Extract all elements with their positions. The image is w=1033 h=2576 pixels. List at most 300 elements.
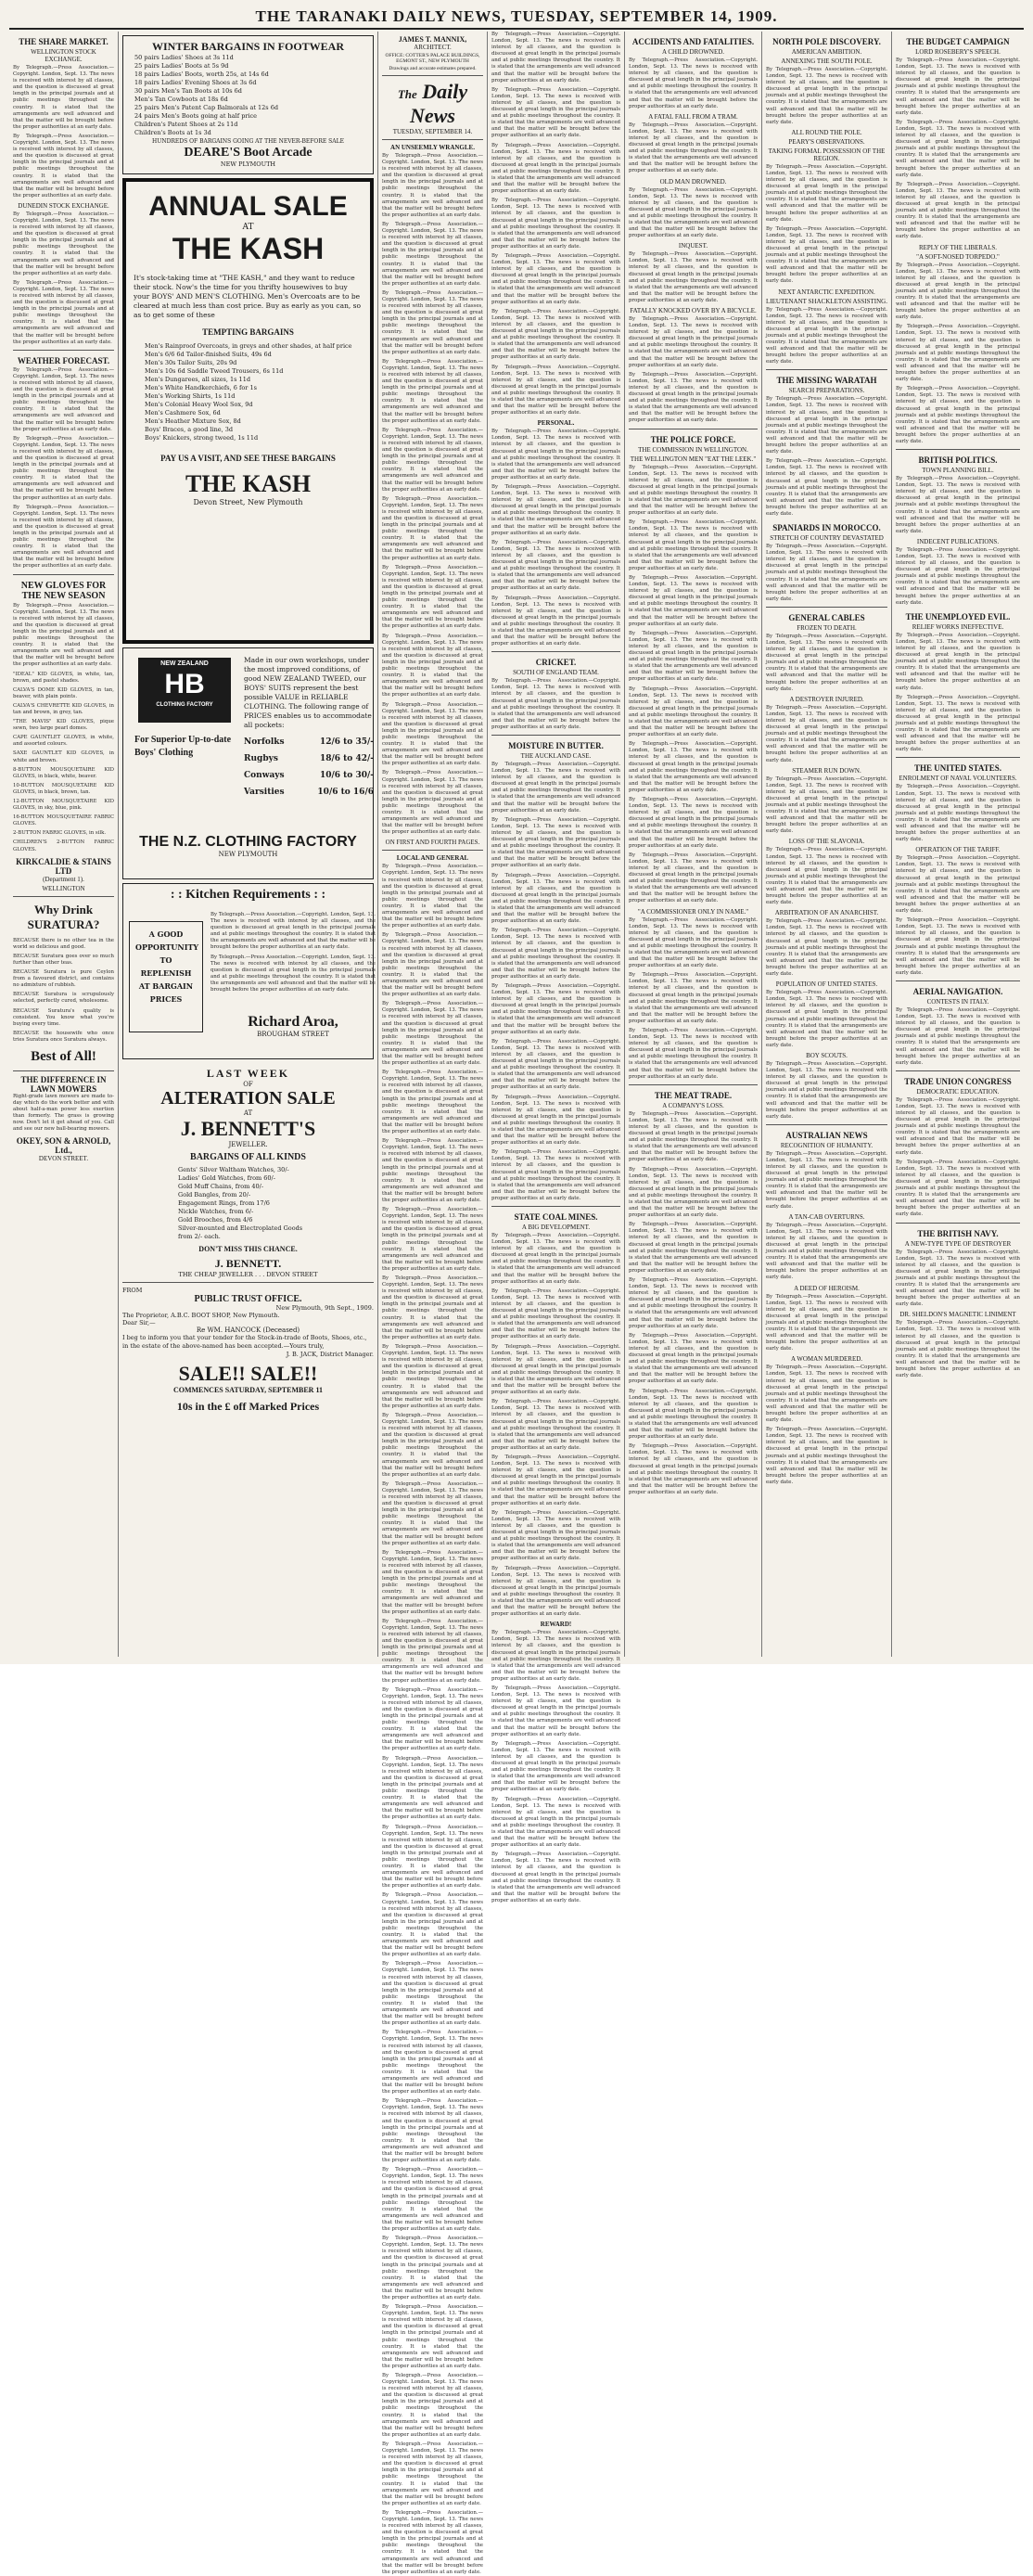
gloves-list (13, 672, 114, 853)
trust-signature: J. B. JACK, District Manager. (286, 1351, 374, 1358)
winter-list (127, 54, 369, 137)
filler-text: By Telegraph.—Press Association.—Copyright. London, Sept. 13. The news is received with interest by all classes, and the question is discussed at great length in the principal journals and at public meetings throughout the country. It is stated that the arrangements are well advanced and that the matter will be brought before the proper authorities at an early date. (896, 1159, 1020, 1218)
filler-text: By Telegraph.—Press Association.—Copyright. London, Sept. 13. The news is received with interest by all classes, and the question is discussed at great length in the principal journals and at public meetings throughout the country. It is stated that the arrangements are well advanced and that the matter will be brought before the proper authorities at an early date. (629, 1443, 758, 1495)
filler-text: By Telegraph.—Press Association.—Copyright. London, Sept. 13. The news is received with interest by all classes, and the question is discussed at great length in the principal journals and at public meetings throughout the country. It is stated that the arrangements are well advanced and that the matter will be brought before the proper authorities at an early date. (491, 1038, 620, 1091)
architect-title: ARCHITECT. (414, 44, 452, 51)
filler-text: By Telegraph.—Press Association.—Copyright. London, Sept. 13. The news is received with interest by all classes, and the question is discussed at great length in the principal journals and at public meetings throughout the country. It is stated that the arrangements are well advanced and that the matter will be brought before the proper authorities at an early date. (629, 686, 758, 738)
bennett-item: Ladies' Gold Watches, from 60/- (178, 1174, 275, 1182)
size-price: 18/6 to 42/- (319, 754, 374, 763)
antarctic-heading: NEXT ANTARCTIC EXPEDITION. (778, 288, 875, 296)
commissioner-heading: "A COMMISSIONER ONLY IN NAME." (637, 907, 749, 916)
bennett-ad (122, 1067, 374, 1278)
filler-text: By Telegraph.—Press Association.—Copyright. London, Sept. 13. The news is received with interest by all classes, and the question is discussed at great length in the principal journals and at public meetings throughout the country. It is stated that the arrangements are well advanced and that the matter will be brought before the proper authorities at an early date. (491, 1740, 620, 1793)
filler-text: By Telegraph.—Press Association.—Copyright. London, Sept. 13. The news is received with interest by all classes, and the question is discussed at great length in the principal journals and at public meetings throughout the country. It is stated that the arrangements are well advanced and that the matter will be brought before the proper authorities at an early date. (629, 519, 758, 571)
filler-text: By Telegraph.—Press Association.—Copyright. London, Sept. 13. The news is received with interest by all classes, and the question is discussed at great length in the principal journals and at public meetings throughout the country. It is stated that the arrangements are well advanced and that the matter will be brought before the proper authorities at an early date. (896, 1249, 1020, 1308)
tram-heading: A FATAL FALL FROM A TRAM. (648, 112, 738, 121)
divider (382, 850, 483, 851)
filler-text: By Telegraph.—Press Association.—Copyright. London, Sept. 13. The news is received with interest by all classes, and the question is discussed at great length in the principal journals and at public meetings throughout the country. It is stated that the arrangements are well advanced and that the matter will be brought before the proper authorities at an early date. (491, 762, 620, 814)
kash-item: Men's 30s Tailor Suits, 20s 9d (145, 359, 237, 366)
filler-text: By Telegraph.—Press Association.—Copyright. London, Sept. 13. The news is received with interest by all classes, and the question is discussed at great length in the principal journals and at public meetings throughout the country. It is stated that the arrangements are well advanced and that the matter will be brought before the proper authorities at an early date. (766, 225, 887, 285)
british-politics-heading: BRITISH POLITICS. (918, 455, 998, 466)
shackleton-heading: LIEUTENANT SHACKLETON ASSISTING. (766, 297, 887, 305)
nz-footer (123, 834, 373, 858)
filler-text: By Telegraph.—Press Association.—Copyright. London, Sept. 13. The news is received with interest by all classes, and the question is discussed at great length in the principal journals and at public meetings throughout the country. It is stated that the arrangements are well advanced and that the matter will be brought before the proper authorities at an early date. (766, 458, 887, 517)
dont-miss: DON'T MISS THIS CHANCE. (198, 1245, 298, 1253)
rosebery-heading: LORD ROSEBERY'S SPEECH. (915, 48, 1001, 56)
daily-news-title (382, 80, 483, 128)
filler-text: By Telegraph.—Press Association.—Copyright. London, Sept. 13. The news is received with interest by all classes, and the question is discussed at great length in the principal journals and at public meetings throughout the country. It is stated that the arrangements are well advanced and that the matter will be brought before the proper authorities at an early date. (491, 1399, 620, 1451)
waratah-heading: THE MISSING WARATAH (776, 376, 877, 386)
glove-item: CAPE GAUNTLET GLOVES, in white, and assorted colours. (13, 735, 114, 748)
filler-text: By Telegraph.—Press Association.—Copyright. London, Sept. 13. The news is received with interest by all classes, and the question is discussed at great length in the principal journals and at public meetings throughout the country. It is stated that the arrangements are well advanced and that the matter will be brought before the proper authorities at an early date. (896, 181, 1020, 240)
old-man-heading: OLD MAN DROWNED. (659, 177, 727, 186)
reward-heading: REWARD! (540, 1621, 572, 1629)
filler-text: By Telegraph.—Press Association.—Copyright. London, Sept. 13. The news is received with interest by all classes, and the question is discussed at great length in the principal journals and at public meetings throughout the country. It is stated that the arrangements are well advanced and that the matter will be brought before the proper authorities at an early date. (382, 1343, 483, 1409)
filler-text: By Telegraph.—Press Association.—Copyright. London, Sept. 13. The news is received with interest by all classes, and the question is discussed at great length in the principal journals and at public meetings throughout the country. It is stated that the arrangements are well advanced and that the matter will be brought before the proper authorities at an early date. (766, 1222, 887, 1281)
anarchist-heading: ARBITRATION OF AN ANARCHIST. (774, 909, 879, 917)
filler-text: By Telegraph.—Press Association.—Copyright. London, Sept. 13. The news is received with interest by all classes, and the question is discussed at great length in the principal journals and at public meetings throughout the country. It is stated that the arrangements are well advanced and that the matter will be brought before the proper authorities at an early date. (629, 1332, 758, 1385)
divider (382, 139, 483, 140)
suratura-reason: BECAUSE Suratura goes over so much further than other teas. (13, 953, 114, 966)
size-row (244, 734, 374, 750)
filler-text: By Telegraph.—Press Association.—Copyright. London, Sept. 13. The news is received with interest by all classes, and the question is discussed at great length in the principal journals and at public meetings throughout the country. It is stated that the arrangements are well advanced and that the matter will be brought before the proper authorities at an early date. (382, 633, 483, 698)
torpedo-heading: "A SOFT-NOSED TORPEDO." (916, 252, 1000, 261)
divider (896, 449, 1020, 450)
stretch-heading: STRETCH OF COUNTRY DEVASTATED (770, 534, 884, 543)
filler-text: By Telegraph.—Press Association.—Copyright. London, Sept. 13. The news is received with interest by all classes, and the question is discussed at great length in the principal journals and at public meetings throughout the country. It is stated that the arrangements are well advanced and that the matter will be brought before the proper authorities at an early date. (491, 1852, 620, 1903)
bargains-all: BARGAINS OF ALL KINDS (190, 1152, 306, 1162)
suratura-list (13, 938, 114, 1044)
trade-union-heading: TRADE UNION CONGRESS (904, 1076, 1012, 1086)
size-price: 10/6 to 16/6 (317, 788, 374, 797)
filler-text: By Telegraph.—Press Association.—Copyright. London, Sept. 13. The news is received with interest by all classes, and the question is discussed at great length in the principal journals and at public meetings throughout the country. It is stated that the arrangements are well advanced and that the matter will be brought before the proper authorities at an early date. (491, 32, 620, 83)
leek-heading: THE WELLINGTON MEN "EAT THE LEEK." (630, 455, 757, 463)
filler-text: By Telegraph.—Press Association.—Copyright. London, Sept. 13. The news is received with interest by all classes, and the question is discussed at great length in the principal journals and at public meetings throughout the country. It is stated that the arrangements are well advanced and that the matter will be brought before the proper authorities at an early date. (491, 1630, 620, 1682)
filler-text: By Telegraph.—Press Association.—Copyright. London, Sept. 13. The news is received with interest by all classes, and the question is discussed at great length in the principal journals and at public meetings throughout the country. It is stated that the arrangements are well advanced and that the matter will be brought before the proper authorities at an early date. (382, 358, 483, 424)
butter-heading: MOISTURE IN BUTTER. (508, 741, 604, 750)
divider (896, 980, 1020, 981)
filler-text: By Telegraph.—Press Association.—Copyright. London, Sept. 13. The news is received with interest by all classes, and the question is discussed at great length in the principal journals and at public meetings throughout the country. It is stated that the arrangements are well advanced and that the matter will be brought before the proper authorities at an early date. (629, 852, 758, 904)
filler-text: By Telegraph.—Press Association.—Copyright. London, Sept. 13. The news is received with interest by all classes, and the question is discussed at great length in the principal journals and at public meetings throughout the country. It is stated that the arrangements are well advanced and that the matter will be brought before the proper authorities at an early date. (766, 1150, 887, 1210)
glove-item: "THE MAVIS" KID GLOVES, pique sewn, two large pearl domes. (13, 719, 114, 732)
suratura-reason: BECAUSE Suratura is scrupulously selected, perfectly cured, wholesome. (13, 992, 114, 1005)
aroa-name: Richard Aroa, (248, 1014, 338, 1030)
filler-text: By Telegraph.—Press Association.—Copyright. London, Sept. 13. The news is received with interest by all classes, and the question is discussed at great length in the principal journals and at public meetings throughout the country. It is stated that the arrangements are well advanced and that the matter will be brought before the proper authorities at an early date. (896, 476, 1020, 534)
filler-text: By Telegraph.—Press Association.—Copyright. London, Sept. 13. The news is received with interest by all classes, and the question is discussed at great length in the principal journals and at public meetings throughout the country. It is stated that the arrangements are well advanced and that the matter will be brought before the proper authorities at an early date. (491, 1343, 620, 1396)
filler-text: By Telegraph.—Press Association.—Copyright. London, Sept. 13. The news is received with interest by all classes, and the question is discussed at great length in the principal journals and at public meetings throughout the country. It is stated that the arrangements are well advanced and that the matter will be brought before the proper authorities at an early date. (491, 429, 620, 481)
pay-visit: PAY US A VISIT, AND SEE THESE BARGAINS (160, 454, 336, 463)
size-name: Conways (244, 771, 285, 780)
trust-body: I beg to inform you that your tender for the Stock-in-trade of Boots, Shoes, etc., in the estate of the above-named has been accepted.—Yours truly, (122, 1334, 367, 1350)
glove-item: 2-BUTTON FABRIC GLOVES, in silk. (13, 830, 107, 837)
filler-text: By Telegraph.—Press Association.—Copyright. London, Sept. 13. The news is received with interest by all classes, and the question is discussed at great length in the principal journals and at public meetings throughout the country. It is stated that the arrangements are well advanced and that the matter will be brought before the proper authorities at an early date. (766, 1060, 887, 1120)
glove-item: 12-BUTTON MOUSQUETAIRE KID GLOVES, in sky, blue, pink. (13, 799, 114, 812)
filler-text: By Telegraph.—Press Association.—Copyright. London, Sept. 13. The news is received with interest by all classes, and the question is discussed at great length in the principal journals and at public meetings throughout the country. It is stated that the arrangements are well advanced and that the matter will be brought before the proper authorities at an early date. (382, 2098, 483, 2164)
heroism-heading: A DEED OF HEROISM. (794, 1284, 860, 1292)
column-5 (625, 32, 762, 1657)
at-label: AT (242, 223, 254, 232)
filler-text: By Telegraph.—Press Association.—Copyright. London, Sept. 13. The news is received with interest by all classes, and the question is discussed at great length in the principal journals and at public meetings throughout the country. It is stated that the arrangements are well advanced and that the matter will be brought before the proper authorities at an early date. (629, 58, 758, 109)
population-heading: POPULATION OF UNITED STATES. (775, 980, 878, 989)
filler-text: By Telegraph.—Press Association.—Copyright. London, Sept. 13. The news is received with interest by all classes, and the question is discussed at great length in the principal journals and at public meetings throughout the country. It is stated that the arrangements are well advanced and that the matter will be brought before the proper authorities at an early date. (491, 1455, 620, 1506)
filler-text: By Telegraph.—Press Association.—Copyright. London, Sept. 13. The news is received with interest by all classes, and the question is discussed at great length in the principal journals and at public meetings throughout the country. It is stated that the arrangements are well advanced and that the matter will be brought before the proper authorities at an early date. (491, 484, 620, 536)
divider (13, 896, 114, 897)
australian-heading: AUSTRALIAN NEWS (785, 1130, 868, 1140)
butter-subheading: THE AUCKLAND CASE. (520, 752, 592, 760)
wellington-exchange-heading: WELLINGTON STOCK EXCHANGE. (31, 48, 96, 63)
filler-text: By Telegraph.—Press Association.—Copyright. London, Sept. 13. The news is received with interest by all classes, and the question is discussed at great length in the principal journals and at public meetings throughout the country. It is stated that the arrangements are well advanced and that the matter will be brought before the proper authorities at an early date. (382, 1892, 483, 1958)
filler-text: By Telegraph.—Press Association.—Copyright. London, Sept. 13. The news is received with interest by all classes, and the question is discussed at great length in the principal journals and at public meetings throughout the country. It is stated that the arrangements are well advanced and that the matter will be brought before the proper authorities at an early date. (13, 65, 114, 130)
cricket-subheading: SOUTH OF ENGLAND TEAM. (513, 669, 599, 677)
dear-sir: Dear Sir,— (122, 1319, 156, 1326)
bennett-item: from 2/- each. (178, 1233, 221, 1240)
glove-item: CHILDREN'S 2-BUTTON FABRIC GLOVES. (13, 839, 114, 852)
divider (13, 1070, 114, 1071)
kitchen-heading: : : Kitchen Requirements : : (170, 888, 326, 902)
filler-text: By Telegraph.—Press Association.—Copyright. London, Sept. 13. The news is received with interest by all classes, and the question is discussed at great length in the principal journals and at public meetings throughout the country. It is stated that the arrangements are well advanced and that the matter will be brought before the proper authorities at an early date. (766, 1293, 887, 1352)
mowers-heading: THE DIFFERENCE IN LAWN MOWERS (20, 1074, 107, 1094)
company-heading: A COMPANY'S LOSS. (662, 1101, 724, 1109)
nz-logo-letters: HB (164, 669, 205, 699)
formal-heading: TAKING FORMAL POSSESSION OF THE REGION. (768, 147, 886, 162)
filler-text: By Telegraph.—Press Association.—Copyright. London, Sept. 13. The news is received with interest by all classes, and the question is discussed at great length in the principal journals and at public meetings throughout the country. It is stated that the arrangements are well advanced and that the matter will be brought before the proper authorities at an early date. (629, 1028, 758, 1080)
meat-heading: THE MEAT TRADE. (654, 1090, 733, 1100)
filler-text: By Telegraph.—Press Association.—Copyright. London, Sept. 13. The news is received with interest by all classes, and the question is discussed at great length in the principal journals and at public meetings throughout the country. It is stated that the arrangements are well advanced and that the matter will be brought before the proper authorities at an early date. (766, 544, 887, 602)
last-week: LAST WEEK (206, 1067, 290, 1080)
column-7 (892, 32, 1024, 1657)
filler-text: By Telegraph.—Press Association.—Copyright. London, Sept. 13. The news is received with interest by all classes, and the question is discussed at great length in the principal journals and at public meetings throughout the country. It is stated that the arrangements are well advanced and that the matter will be brought before the proper authorities at an early date. (491, 872, 620, 925)
filler-text: By Telegraph.—Press Association.—Copyright. London, Sept. 13. The news is received with interest by all classes, and the question is discussed at great length in the principal journals and at public meetings throughout the country. It is stated that the arrangements are well advanced and that the matter will be brought before the proper authorities at an early date. (629, 916, 758, 969)
column-3 (378, 32, 488, 2575)
nz-logo-wrapper (129, 658, 240, 760)
alteration-sale: ALTERATION SALE (160, 1088, 336, 1109)
kash-place: Devon Street, New Plymouth (193, 498, 303, 506)
frozen-heading: FROZEN TO DEATH. (797, 623, 857, 632)
accidents-heading: ACCIDENTS AND FATALITIES. (631, 37, 755, 46)
filler-text: By Telegraph.—Press Association.—Copyright. London, Sept. 13. The news is received with interest by all classes, and the question is discussed at great length in the principal journals and at public meetings throughout the country. It is stated that the arrangements are well advanced and that the matter will be brought before the proper authorities at an early date. (766, 163, 887, 223)
filler-text: By Telegraph.—Press Association.—Copyright. London, Sept. 13. The news is received with interest by all classes, and the question is discussed at great length in the principal journals and at public meetings throughout the country. It is stated that the arrangements are well advanced and that the matter will be brought before the proper authorities at an early date. (491, 678, 620, 730)
divider (766, 1124, 887, 1125)
kirkcaldie-place: WELLINGTON (42, 884, 85, 892)
filler-text: By Telegraph.—Press Association.—Copyright. London, Sept. 13. The news is received with interest by all classes, and the question is discussed at great length in the principal journals and at public meetings throughout the country. It is stated that the arrangements are well advanced and that the matter will be brought before the proper authorities at an early date. (766, 990, 887, 1048)
reply-heading: REPLY OF THE LIBERALS. (918, 243, 998, 251)
winter-item: 18 pairs Ladies' Evening Shoes at 3s 6d (134, 79, 257, 86)
filler-text: By Telegraph.—Press Association.—Copyright. London, Sept. 13. The news is received with interest by all classes, and the question is discussed at great length in the principal journals and at public meetings throughout the country. It is stated that the arrangements are well advanced and that the matter will be brought before the proper authorities at an early date. (629, 1388, 758, 1441)
filler-text: By Telegraph.—Press Association.—Copyright. London, Sept. 13. The news is received with interest by all classes, and the question is discussed at great length in the principal journals and at public meetings throughout the country. It is stated that the arrangements are well advanced and that the matter will be brought before the proper authorities at an early date. (382, 1549, 483, 1615)
filler-text: By Telegraph.—Press Association.—Copyright. London, Sept. 13. The news is received with interest by all classes, and the question is discussed at great length in the principal journals and at public meetings throughout the country. It is stated that the arrangements are well advanced and that the matter will be brought before the proper authorities at an early date. (491, 142, 620, 195)
slavonia-heading: LOSS OF THE SLAVONIA. (788, 838, 865, 846)
divider (382, 75, 483, 76)
coal-subheading: A BIG DEVELOPMENT. (521, 1224, 591, 1231)
public-trust-ad (122, 1287, 374, 1414)
daily-news-the: The (397, 87, 417, 101)
divider (896, 1070, 1020, 1071)
filler-text: By Telegraph.—Press Association.—Copyright. London, Sept. 13. The news is received with interest by all classes, and the question is discussed at great length in the principal journals and at public meetings throughout the country. It is stated that the arrangements are well advanced and that the matter will be brought before the proper authorities at an early date. (629, 1110, 758, 1163)
weather-heading: WEATHER FORECAST. (17, 355, 110, 365)
tariff-heading: OPERATION OF THE TARIFF. (915, 846, 1001, 854)
column-2 (119, 32, 378, 1657)
filler-text: By Telegraph.—Press Association.—Copyright. London, Sept. 13. The news is received with interest by all classes, and the question is discussed at great length in the principal journals and at public meetings throughout the country. It is stated that the arrangements are well advanced and that the matter will be brought before the proper authorities at an early date. (896, 917, 1020, 976)
search-heading: SEARCH PREPARATIONS. (788, 387, 865, 395)
aroa-wrapper (210, 1014, 376, 1038)
winter-bargains-ad (122, 35, 374, 174)
filler-text: By Telegraph.—Press Association.—Copyright. London, Sept. 13. The news is received with interest by all classes, and the question is discussed at great length in the principal journals and at public meetings throughout the country. It is stated that the arrangements are well advanced and that the matter will be brought before the proper authorities at an early date. (766, 1365, 887, 1424)
nz-logo-top: NEW ZEALAND (160, 660, 209, 667)
aerial-heading: AERIAL NAVIGATION. (912, 986, 1003, 996)
destroyer-heading: A DESTROYER INJURED. (789, 695, 864, 703)
filler-text: By Telegraph.—Press Association.—Copyright. London, Sept. 13. The news is received with interest by all classes, and the question is discussed at great length in the principal journals and at public meetings throughout the country. It is stated that the arrangements are well advanced and that the matter will be brought before the proper authorities at an early date. (629, 122, 758, 174)
filler-text: By Telegraph.—Press Association.—Copyright. London, Sept. 13. The news is received with interest by all classes, and the question is discussed at great length in the principal journals and at public meetings throughout the country. It is stated that the arrangements are well advanced and that the matter will be brought before the proper authorities at an early date. (896, 1096, 1020, 1156)
filler-text: By Telegraph.—Press Association.—Copyright. London, Sept. 13. The news is received with interest by all classes, and the question is discussed at great length in the principal journals and at public meetings throughout the country. It is stated that the arrangements are well advanced and that the matter will be brought before the proper authorities at an early date. (382, 2236, 483, 2300)
filler-text: By Telegraph.—Press Association.—Copyright. London, Sept. 13. The news is received with interest by all classes, and the question is discussed at great length in the principal journals and at public meetings throughout the country. It is stated that the arrangements are well advanced and that the matter will be brought before the proper authorities at an early date. (896, 386, 1020, 444)
indecent-heading: INDECENT PUBLICATIONS. (916, 537, 1000, 545)
winter-item: 30 pairs Men's Tan Boots at 10s 6d (134, 87, 242, 95)
filler-text: By Telegraph.—Press Association.—Copyright. London, Sept. 13. The news is received with interest by all classes, and the question is discussed at great length in the principal journals and at public meetings throughout the country. It is stated that the arrangements are well advanced and that the matter will be brought before the proper authorities at an early date. (210, 954, 376, 993)
first-fourth-pages: ON FIRST AND FOURTH PAGES. (385, 839, 480, 847)
hancock-line: Re WM. HANCOCK (Deceased) (196, 1326, 300, 1334)
share-market-heading: THE SHARE MARKET. (19, 37, 108, 46)
kitchen-ad (122, 883, 374, 1059)
filler-text: By Telegraph.—Press Association.—Copyright. London, Sept. 13. The news is received with interest by all classes, and the question is discussed at great length in the principal journals and at public meetings throughout the country. It is stated that the arrangements are well advanced and that the matter will be brought before the proper authorities at an early date. (210, 912, 376, 951)
filler-text: By Telegraph.—Press Association.—Copyright. London, Sept. 13. The news is received with interest by all classes, and the question is discussed at great length in the principal journals and at public meetings throughout the country. It is stated that the arrangements are well advanced and that the matter will be brought before the proper authorities at an early date. (382, 2441, 483, 2506)
winter-item: 25 pairs Men's Patent Cap Balmorals at 12s 6d (134, 104, 278, 111)
mowers-text: Right-grade lawn mowers are made to-day which do the work better and with about half-a-man power less exertion than formerly. The grass is growing now. Don't let it get ahead of you. Call and see our new ball-bearing mowers. (13, 1093, 114, 1133)
tancab-heading: A TAN-CAB OVERTURNS. (788, 1212, 865, 1221)
filler-text: By Telegraph.—Press Association.—Copyright. London, Sept. 13. The news is received with interest by all classes, and the question is discussed at great length in the principal journals and at public meetings throughout the country. It is stated that the arrangements are well advanced and that the matter will be brought before the proper authorities at an early date. (382, 1207, 483, 1272)
daily-news-name: Daily News (410, 80, 468, 127)
filler-text: By Telegraph.—Press Association.—Copyright. London, Sept. 13. The news is received with interest by all classes, and the question is discussed at great length in the principal journals and at public meetings throughout the country. It is stated that the arrangements are well advanced and that the matter will be brought before the proper authorities at an early date. (382, 564, 483, 630)
divider (491, 1206, 620, 1207)
sheldon-heading: DR. SHELDON'S MAGNETIC LINIMENT (899, 1311, 1016, 1319)
deare-name: DEARE'S Boot Arcade (184, 146, 312, 160)
kash-intro: It's stock-taking time at "THE KASH," and they want to reduce their stock. Now's the time for you thrifty housewives to buy your BOYS' AND MEN'S CLOTHING. Men's Overcoats are to be cleared at much less than cost price. Buy as early as you can, so as to get some of these (134, 274, 362, 319)
filler-text: By Telegraph.—Press Association.—Copyright. London, Sept. 13. The news is received with interest by all classes, and the question is discussed at great length in the principal journals and at public meetings throughout the country. It is stated that the arrangements are well advanced and that the matter will be brought before the proper authorities at an early date. (629, 1222, 758, 1274)
filler-text: By Telegraph.—Press Association.—Copyright. London, Sept. 13. The news is received with interest by all classes, and the question is discussed at great length in the principal journals and at public meetings throughout the country. It is stated that the arrangements are well advanced and that the matter will be brought before the proper authorities at an early date. (491, 364, 620, 417)
filler-text: By Telegraph.—Press Association.—Copyright. London, Sept. 13. The news is received with interest by all classes, and the question is discussed at great length in the principal journals and at public meetings throughout the country. It is stated that the arrangements are well advanced and that the matter will be brought before the proper authorities at an early date. (491, 308, 620, 361)
filler-text: By Telegraph.—Press Association.—Copyright. London, Sept. 13. The news is received with interest by all classes, and the question is discussed at great length in the principal journals and at public meetings throughout the country. It is stated that the arrangements are well advanced and that the matter will be brought before the proper authorities at an early date. (382, 2030, 483, 2095)
filler-text: By Telegraph.—Press Association.—Copyright. London, Sept. 13. The news is received with interest by all classes, and the question is discussed at great length in the principal journals and at public meetings throughout the country. It is stated that the arrangements are well advanced and that the matter will be brought before the proper authorities at an early date. (382, 770, 483, 836)
filler-text: By Telegraph.—Press Association.—Copyright. London, Sept. 13. The news is received with interest by all classes, and the question is discussed at great length in the principal journals and at public meetings throughout the country. It is stated that the arrangements are well advanced and that the matter will be brought before the proper authorities at an early date. (382, 289, 483, 355)
filler-text: By Telegraph.—Press Association.—Copyright. London, Sept. 13. The news is received with interest by all classes, and the question is discussed at great length in the principal journals and at public meetings throughout the country. It is stated that the arrangements are well advanced and that the matter will be brought before the proper authorities at an early date. (382, 2373, 483, 2438)
filler-text: By Telegraph.—Press Association.—Copyright. London, Sept. 13. The news is received with interest by all classes, and the question is discussed at great length in the principal journals and at public meetings throughout the country. It is stated that the arrangements are well advanced and that the matter will be brought before the proper authorities at an early date. (13, 366, 114, 432)
winter-item: 18 pairs Ladies' Boots, worth 25s, at 14s 6d (134, 70, 269, 78)
north-pole-heading: NORTH POLE DISCOVERY. (772, 37, 881, 46)
commission-heading: THE COMMISSION IN WELLINGTON. (638, 445, 748, 454)
trust-date: New Plymouth, 9th Sept., 1909. (275, 1304, 374, 1312)
filler-text: By Telegraph.—Press Association.—Copyright. London, Sept. 13. The news is received with interest by all classes, and the question is discussed at great length in the principal journals and at public meetings throughout the country. It is stated that the arrangements are well advanced and that the matter will be brought before the proper authorities at an early date. (13, 602, 114, 668)
kash-item: Men's Dungarees, all sizes, 1s 11d (145, 376, 250, 383)
filler-text: By Telegraph.—Press Association.—Copyright. London, Sept. 13. The news is received with interest by all classes, and the question is discussed at great length in the principal journals and at public meetings throughout the country. It is stated that the arrangements are well advanced and that the matter will be brought before the proper authorities at an early date. (382, 701, 483, 767)
filler-text: By Telegraph.—Press Association.—Copyright. London, Sept. 13. The news is received with interest by all classes, and the question is discussed at great length in the principal journals and at public meetings throughout the country. It is stated that the arrangements are well advanced and that the matter will be brought before the proper authorities at an early date. (491, 983, 620, 1035)
contests-heading: CONTESTS IN ITALY. (926, 997, 989, 1006)
filler-text: By Telegraph.—Press Association.—Copyright. London, Sept. 13. The news is received with interest by all classes, and the question is discussed at great length in the principal journals and at public meetings throughout the country. It is stated that the arrangements are well advanced and that the matter will be brought before the proper authorities at an early date. (382, 1138, 483, 1203)
budget-heading: THE BUDGET CAMPAIGN (906, 37, 1010, 46)
sale-discount: 10s in the £ off Marked Prices (176, 1400, 320, 1413)
murdered-heading: A WOMAN MURDERED. (790, 1355, 863, 1364)
cables-heading: GENERAL CABLES (788, 612, 865, 622)
united-states-heading: THE UNITED STATES. (914, 763, 1001, 774)
filler-text: By Telegraph.—Press Association.—Copyright. London, Sept. 13. The news is received with interest by all classes, and the question is discussed at great length in the principal journals and at public meetings throughout the country. It is stated that the arrangements are well advanced and that the matter will be brought before the proper authorities at an early date. (13, 435, 114, 501)
divider (766, 607, 887, 608)
filler-text: By Telegraph.—Press Association.—Copyright. London, Sept. 13. The news is received with interest by all classes, and the question is discussed at great length in the principal journals and at public meetings throughout the country. It is stated that the arrangements are well advanced and that the matter will be brought before the proper authorities at an early date. (382, 1480, 483, 1546)
size-price: 12/6 to 35/- (319, 737, 374, 747)
bennett-item: Gold Bangles, from 20/- (178, 1191, 251, 1198)
filler-text: By Telegraph.—Press Association.—Copyright. London, Sept. 13. The news is received with interest by all classes, and the question is discussed at great length in the principal journals and at public meetings throughout the country. It is stated that the arrangements are well advanced and that the matter will be brought before the proper authorities at an early date. (896, 324, 1020, 383)
filler-text: By Telegraph.—Press Association.—Copyright. London, Sept. 13. The news is received with interest by all classes, and the question is discussed at great length in the principal journals and at public meetings throughout the country. It is stated that the arrangements are well advanced and that the matter will be brought before the proper authorities at an early date. (491, 595, 620, 647)
filler-text: By Telegraph.—Press Association.—Copyright. London, Sept. 13. The news is received with interest by all classes, and the question is discussed at great length in the principal journals and at public meetings throughout the country. It is stated that the arrangements are well advanced and that the matter will be brought before the proper authorities at an early date. (491, 86, 620, 139)
glove-item: CALVA'S DOME KID GLOVES, in tan, beaver, with plain points. (13, 686, 114, 699)
democratic-heading: DEMOCRATIC EDUCATION. (916, 1087, 1000, 1096)
filler-text: By Telegraph.—Press Association.—Copyright. London, Sept. 13. The news is received with interest by all classes, and the question is discussed at great length in the principal journals and at public meetings throughout the country. It is stated that the arrangements are well advanced and that the matter will be brought before the proper authorities at an early date. (13, 211, 114, 276)
filler-text: By Telegraph.—Press Association.—Copyright. London, Sept. 13. The news is received with interest by all classes, and the question is discussed at great length in the principal journals and at public meetings throughout the country. It is stated that the arrangements are well advanced and that the matter will be brought before the proper authorities at an early date. (629, 972, 758, 1024)
size-row (244, 784, 374, 801)
bennett-item: Gents' Silver Waltham Watches, 30/- (178, 1166, 289, 1173)
spaniards-heading: SPANIARDS IN MOROCCO. (772, 523, 881, 533)
suratura-reason: BECAUSE there is no other tea in the world so delicious and good. (13, 937, 114, 950)
winter-item: 25 pairs Ladies' Boots at 5s 9d (134, 62, 229, 70)
filler-text: By Telegraph.—Press Association.—Copyright. London, Sept. 13. The news is received with interest by all classes, and the question is discussed at great length in the principal journals and at public meetings throughout the country. It is stated that the arrangements are well advanced and that the matter will be brought before the proper authorities at an early date. (382, 932, 483, 998)
scouts-heading: BOY SCOUTS. (806, 1051, 848, 1059)
dunedin-exchange-heading: DUNEDIN STOCK EXCHANGE. (18, 201, 109, 210)
size-name: Rugbys (244, 754, 278, 763)
winter-item: 50 pairs Ladies' Shoes at 3s 11d (134, 54, 234, 61)
bennett-list (122, 1166, 374, 1241)
filler-text: By Telegraph.—Press Association.—Copyright. London, Sept. 13. The news is received with interest by all classes, and the question is discussed at great length in the principal journals and at public meetings throughout the country. It is stated that the arrangements are well advanced and that the matter will be brought before the proper authorities at an early date. (382, 2167, 483, 2233)
sale-heading: SALE!! SALE!! (178, 1362, 318, 1385)
filler-text: By Telegraph.—Press Association.—Copyright. London, Sept. 13. The news is received with interest by all classes, and the question is discussed at great length in the principal journals and at public meetings throughout the country. It is stated that the arrangements are well advanced and that the matter will be brought before the proper authorities at an early date. (766, 847, 887, 906)
suratura-reason: BECAUSE Suratura is pure Ceylon from a favoured district, and contains no admixture of rubbish. (13, 969, 114, 989)
local-general-heading: LOCAL AND GENERAL (396, 854, 469, 863)
filler-text: By Telegraph.—Press Association.—Copyright. London, Sept. 13. The news is received with interest by all classes, and the question is discussed at great length in the principal journals and at public meetings throughout the country. It is stated that the arrangements are well advanced and that the matter will be brought before the proper authorities at an early date. (382, 2509, 483, 2575)
kash-item: Boys' Braces, a good line, 3d (145, 426, 234, 433)
destroyer-type-heading: A NEW-TYPE TYPE OF DESTROYER (904, 1239, 1012, 1248)
filler-text: By Telegraph.—Press Association.—Copyright. London, Sept. 13. The news is received with interest by all classes, and the question is discussed at great length in the principal journals and at public meetings throughout the country. It is stated that the arrangements are well advanced and that the matter will be brought before the proper authorities at an early date. (382, 1618, 483, 1684)
filler-text: By Telegraph.—Press Association.—Copyright. London, Sept. 13. The news is received with interest by all classes, and the question is discussed at great length in the principal journals and at public meetings throughout the country. It is stated that the arrangements are well advanced and that the matter will be brought before the proper authorities at an early date. (629, 464, 758, 517)
divider (896, 757, 1020, 758)
size-name: Norfolks (244, 737, 285, 747)
kash-item: Men's White Handkerchiefs, 6 for 1s (145, 384, 257, 391)
size-row (244, 750, 374, 767)
trust-to: The Proprietor, A.B.C. BOOT SHOP, New Plymouth. (122, 1312, 280, 1319)
daily-news-date: TUESDAY, SEPTEMBER 14. (392, 128, 473, 135)
sale-commences: COMMENCES SATURDAY, SEPTEMBER 11 (172, 1386, 324, 1394)
aroa-place: BROUGHAM STREET (257, 1031, 329, 1038)
filler-text: By Telegraph.—Press Association.—Copyright. London, Sept. 13. The news is received with interest by all classes, and the question is discussed at great length in the principal journals and at public meetings throughout the country. It is stated that the arrangements are well advanced and that the matter will be brought before the proper authorities at an early date. (896, 546, 1020, 606)
kash-item: Men's Cashmere Sox, 6d (145, 409, 221, 417)
filler-text: By Telegraph.—Press Association.—Copyright. London, Sept. 13. The news is received with interest by all classes, and the question is discussed at great length in the principal journals and at public meetings throughout the country. It is stated that the arrangements are well advanced and that the matter will be brought before the proper authorities at an early date. (491, 1149, 620, 1201)
filler-text: By Telegraph.—Press Association.—Copyright. London, Sept. 13. The news is received with interest by all classes, and the question is discussed at great length in the principal journals and at public meetings throughout the country. It is stated that the arrangements are well advanced and that the matter will be brought before the proper authorities at an early date. (766, 306, 887, 365)
filler-text: By Telegraph.—Press Association.—Copyright. London, Sept. 13. The news is received with interest by all classes, and the question is discussed at great length in the principal journals and at public meetings throughout the country. It is stated that the arrangements are well advanced and that the matter will be brought before the proper authorities at an early date. (766, 704, 887, 763)
personal-heading: PERSONAL. (537, 419, 575, 428)
filler-text: By Telegraph.—Press Association.—Copyright. London, Sept. 13. The news is received with interest by all classes, and the question is discussed at great length in the principal journals and at public meetings throughout the country. It is stated that the arrangements are well advanced and that the matter will be brought before the proper authorities at an early date. (491, 198, 620, 250)
annual-sale-heading: ANNUAL SALE (148, 191, 348, 222)
masthead: THE TARANAKI DAILY NEWS, TUESDAY, SEPTEMBER 14, 1909. (9, 6, 1024, 30)
divider (491, 735, 620, 736)
nz-logo-bottom: CLOTHING FACTORY (156, 702, 213, 708)
opportunity-box: A GOOD OPPORTUNITY TO REPLENISH AT BARGAIN PRICES (129, 921, 203, 1032)
divider (122, 1282, 374, 1283)
tempting-heading: TEMPTING BARGAINS (202, 327, 294, 337)
annexing-heading: ANNEXING THE SOUTH POLE. (781, 58, 873, 65)
architect-note: Drawings and accurate estimates prepared. (389, 66, 477, 71)
glove-item: 10-BUTTON MOUSQUETAIRE KID GLOVES, in black, brown, tan. (13, 782, 114, 795)
at-label-2: AT (243, 1109, 253, 1117)
filler-text: By Telegraph.—Press Association.—Copyright. London, Sept. 13. The news is received with interest by all classes, and the question is discussed at great length in the principal journals and at public meetings throughout the country. It is stated that the arrangements are well advanced and that the matter will be brought before the proper authorities at an early date. (382, 2304, 483, 2369)
filler-text: By Telegraph.—Press Association.—Copyright. London, Sept. 13. The news is received with interest by all classes, and the question is discussed at great length in the principal journals and at public meetings throughout the country. It is stated that the arrangements are well advanced and that the matter will be brought before the proper authorities at an early date. (896, 784, 1020, 843)
gloves-heading: NEW GLOVES FOR THE NEW SEASON (20, 580, 107, 601)
filler-text: By Telegraph.—Press Association.—Copyright. London, Sept. 13. The news is received with interest by all classes, and the question is discussed at great length in the principal journals and at public meetings throughout the country. It is stated that the arrangements are well advanced and that the matter will be brought before the proper authorities at an early date. (491, 1233, 620, 1285)
filler-text: By Telegraph.—Press Association.—Copyright. London, Sept. 13. The news is received with interest by all classes, and the question is discussed at great length in the principal journals and at public meetings throughout the country. It is stated that the arrangements are well advanced and that the matter will be brought before the proper authorities at an early date. (896, 855, 1020, 915)
glove-item: 8-BUTTON MOUSQUETAIRE KID GLOVES, in black, white, beaver. (13, 766, 114, 779)
column-6 (762, 32, 892, 1657)
kash-item: Men's 10s 6d Saddle Tweed Trousers, 6s 11d (145, 367, 284, 375)
filler-text: By Telegraph.—Press Association.—Copyright. London, Sept. 13. The news is received with interest by all classes, and the question is discussed at great length in the principal journals and at public meetings throughout the country. It is stated that the arrangements are well advanced and that the matter will be brought before the proper authorities at an early date. (382, 1412, 483, 1478)
filler-text: By Telegraph.—Press Association.—Copyright. London, Sept. 13. The news is received with interest by all classes, and the question is discussed at great length in the principal journals and at public meetings throughout the country. It is stated that the arrangements are well advanced and that the matter will be brought before the proper authorities at an early date. (382, 1686, 483, 1752)
filler-text: By Telegraph.—Press Association.—Copyright. London, Sept. 13. The news is received with interest by all classes, and the question is discussed at great length in the principal journals and at public meetings throughout the country. It is stated that the arrangements are well advanced and that the matter will be brought before the proper authorities at an early date. (629, 186, 758, 239)
filler-text: By Telegraph.—Press Association.—Copyright. London, Sept. 13. The news is received with interest by all classes, and the question is discussed at great length in the principal journals and at public meetings throughout the country. It is stated that the arrangements are well advanced and that the matter will be brought before the proper authorities at an early date. (629, 316, 758, 368)
filler-text: By Telegraph.—Press Association.—Copyright. London, Sept. 13. The news is received with interest by all classes, and the question is discussed at great length in the principal journals and at public meetings throughout the country. It is stated that the arrangements are well advanced and that the matter will be brought before the proper authorities at an early date. (491, 1509, 620, 1562)
filler-text: By Telegraph.—Press Association.—Copyright. London, Sept. 13. The news is received with interest by all classes, and the question is discussed at great length in the principal journals and at public meetings throughout the country. It is stated that the arrangements are well advanced and that the matter will be brought before the proper authorities at an early date. (13, 279, 114, 345)
inquest-heading: INQUEST. (678, 242, 708, 250)
peary-heading: PEARY'S OBSERVATIONS. (788, 137, 865, 146)
bennett-item: Nickle Watches, from 6/- (178, 1208, 254, 1215)
filler-text: By Telegraph.—Press Association.—Copyright. London, Sept. 13. The news is received with interest by all classes, and the question is discussed at great length in the principal journals and at public meetings throughout the country. It is stated that the arrangements are well advanced and that the matter will be brought before the proper authorities at an early date. (896, 1006, 1020, 1066)
best-of-all: Best of All! (31, 1048, 96, 1064)
kash-item: Men's Heather Mixture Sox, 8d (145, 417, 241, 425)
filler-text: By Telegraph.—Press Association.—Copyright. London, Sept. 13. The news is received with interest by all classes, and the question is discussed at great length in the principal journals and at public meetings throughout the country. It is stated that the arrangements are well advanced and that the matter will be brought before the proper authorities at an early date. (766, 396, 887, 455)
filler-text: By Telegraph.—Press Association.—Copyright. London, Sept. 13. The news is received with interest by all classes, and the question is discussed at great length in the principal journals and at public meetings throughout the country. It is stated that the arrangements are well advanced and that the matter will be brought before the proper authorities at an early date. (766, 775, 887, 835)
filler-text: By Telegraph.—Press Association.—Copyright. London, Sept. 13. The news is received with interest by all classes, and the question is discussed at great length in the principal journals and at public meetings throughout the country. It is stated that the arrangements are well advanced and that the matter will be brought before the proper authorities at an early date. (766, 918, 887, 978)
bennett-signature-sub: THE CHEAP JEWELLER . . . DEVON STREET (178, 1271, 318, 1278)
column-1 (9, 32, 119, 1657)
coal-heading: STATE COAL MINES. (514, 1212, 598, 1222)
filler-text: By Telegraph.—Press Association.—Copyright. London, Sept. 13. The news is received with interest by all classes, and the question is discussed at great length in the principal journals and at public meetings throughout the country. It is stated that the arrangements are well advanced and that the matter will be brought before the proper authorities at an early date. (629, 1277, 758, 1329)
glove-item: SAXE GAUNTLET KID GLOVES, in white and brown. (13, 750, 114, 763)
filler-text: By Telegraph.—Press Association.—Copyright. London, Sept. 13. The news is received with interest by all classes, and the question is discussed at great length in the principal journals and at public meetings throughout the country. It is stated that the arrangements are well advanced and that the matter will be brought before the proper authorities at an early date. (382, 495, 483, 561)
leader-heading: AN UNSEEMLY WRANGLE. (390, 144, 475, 151)
nz-clothing-ad (122, 647, 374, 879)
filler-text: By Telegraph.—Press Association.—Copyright. London, Sept. 13. The news is received with interest by all classes, and the question is discussed at great length in the principal journals and at public meetings throughout the country. It is stated that the arrangements are well advanced and that the matter will be brought before the proper authorities at an early date. (491, 1565, 620, 1618)
bennett-item: Gold Muff Chains, from 40/- (178, 1183, 264, 1190)
filler-text: By Telegraph.—Press Association.—Copyright. London, Sept. 13. The news is received with interest by all classes, and the question is discussed at great length in the principal journals and at public meetings throughout the country. It is stated that the arrangements are well advanced and that the matter will be brought before the proper authorities at an early date. (491, 1796, 620, 1849)
filler-text: By Telegraph.—Press Association.—Copyright. London, Sept. 13. The news is received with interest by all classes, and the question is discussed at great length in the principal journals and at public meetings throughout the country. It is stated that the arrangements are well advanced and that the matter will be brought before the proper authorities at an early date. (766, 1427, 887, 1485)
filler-text: By Telegraph.—Press Association.—Copyright. London, Sept. 13. The news is received with interest by all classes, and the question is discussed at great length in the principal journals and at public meetings throughout the country. It is stated that the arrangements are well advanced and that the matter will be brought before the proper authorities at an early date. (491, 1685, 620, 1737)
divider (13, 350, 114, 351)
filler-text: By Telegraph.—Press Association.—Copyright. London, Sept. 13. The news is received with interest by all classes, and the question is discussed at great length in the principal journals and at public meetings throughout the country. It is stated that the arrangements are well advanced and that the matter will be brought before the proper authorities at an early date. (491, 816, 620, 869)
of-label: OF (243, 1081, 253, 1088)
nz-text: Made in our own workshops, under the most improved conditions, of good NEW ZEALAND TWEED, our BOYS' SUITS represent the best possible VALUE in RELIABLE CLOTHING. The following range of PRICES enables us to accommodate all pockets: (244, 656, 372, 729)
bennett-item: Gold Brooches, from 4/6 (178, 1216, 253, 1224)
kirkcaldie-name: KIRKCALDIE & STAINS LTD (16, 856, 111, 876)
from-label: FROM (122, 1287, 143, 1294)
filler-text: By Telegraph.—Press Association.—Copyright. London, Sept. 13. The news is received with interest by all classes, and the question is discussed at great length in the principal journals and at public meetings throughout the country. It is stated that the arrangements are well advanced and that the matter will be brought before the proper authorities at an early date. (766, 67, 887, 125)
filler-text: By Telegraph.—Press Association.—Copyright. London, Sept. 13. The news is received with interest by all classes, and the question is discussed at great length in the principal journals and at public meetings throughout the country. It is stated that the arrangements are well advanced and that the matter will be brought before the proper authorities at an early date. (896, 694, 1020, 753)
filler-text: By Telegraph.—Press Association.—Copyright. London, Sept. 13. The news is received with interest by all classes, and the question is discussed at great length in the principal journals and at public meetings throughout the country. It is stated that the arrangements are well advanced and that the matter will be brought before the proper authorities at an early date. (491, 539, 620, 592)
unemployed-heading: THE UNEMPLOYED EVIL. (905, 611, 1011, 622)
divider (13, 574, 114, 575)
bennett-item: Silver-mounted and Electroplated Goods (178, 1224, 303, 1232)
filler-text: By Telegraph.—Press Association.—Copyright. London, Sept. 13. The news is received with interest by all classes, and the question is discussed at great length in the principal journals and at public meetings throughout the country. It is stated that the arrangements are well advanced and that the matter will be brought before the proper authorities at an early date. (896, 262, 1020, 321)
filler-text: By Telegraph.—Press Association.—Copyright. London, Sept. 13. The news is received with interest by all classes, and the question is discussed at great length in the principal journals and at public meetings throughout the country. It is stated that the arrangements are well advanced and that the matter will be brought before the proper authorities at an early date. (896, 1320, 1020, 1379)
suratura-heading: Why Drink SURATURA? (27, 902, 100, 931)
kash-item: Men's Working Shirts, 1s 11d (145, 392, 236, 400)
kash-item: Men's 6/6 6d Tailor-finished Suits, 49s 6d (145, 351, 272, 358)
filler-text: By Telegraph.—Press Association.—Copyright. London, Sept. 13. The news is received with interest by all classes, and the question is discussed at great length in the principal journals and at public meetings throughout the country. It is stated that the arrangements are well advanced and that the matter will be brought before the proper authorities at an early date. (382, 1961, 483, 2027)
divider (491, 651, 620, 652)
okey-street: DEVON STREET. (38, 1154, 89, 1162)
filler-text: By Telegraph.—Press Association.—Copyright. London, Sept. 13. The news is received with interest by all classes, and the question is discussed at great length in the principal journals and at public meetings throughout the country. It is stated that the arrangements are well advanced and that the matter will be brought before the proper authorities at an early date. (13, 504, 114, 570)
humanity-heading: RECOGNITION OF HUMANITY. (780, 1141, 874, 1149)
